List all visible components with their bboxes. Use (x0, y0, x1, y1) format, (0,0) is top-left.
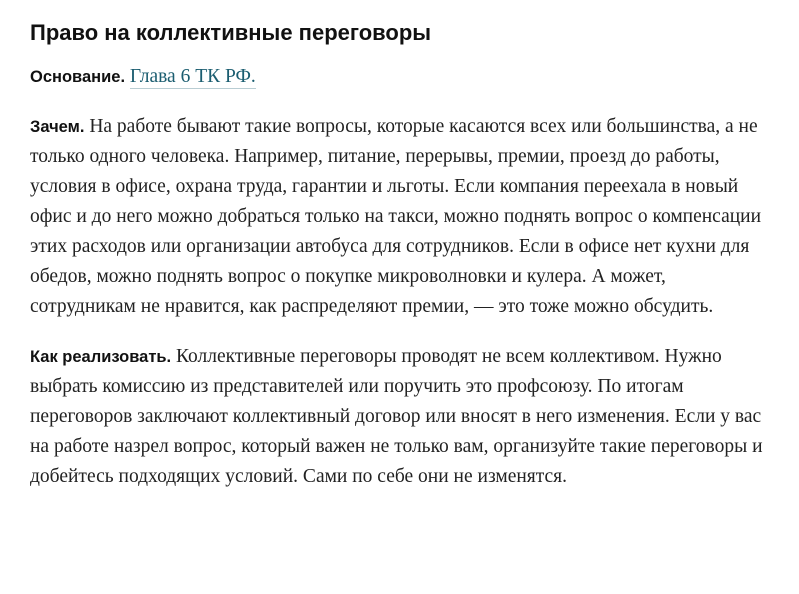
why-text: На работе бывают такие вопросы, которые касаются всех или большинства, а не только одного человека. Например, питание, перерывы, премии, проезд до работы, условия в офисе, охрана труда, гарантии и льготы. Если компания переехала в новый офис и до него можно добраться только на такси, можно поднять вопрос о компенсации этих расходов или организации автобуса для сотрудников. Если в офисе нет кухни для обедов, можно поднять вопрос о покупке микроволновки и кулера. А может, сотрудникам не нравится, как распределяют премии, — это тоже можно обсудить. (30, 116, 762, 317)
why-paragraph (30, 112, 775, 322)
how-label: Как реализовать. (30, 348, 172, 366)
how-paragraph (30, 342, 775, 492)
article-section (30, 18, 775, 492)
section-title: Право на коллективные переговоры (30, 20, 432, 45)
why-label: Зачем. (30, 118, 85, 136)
labor-code-link[interactable]: Глава 6 ТК РФ. (129, 66, 256, 87)
basis-paragraph (30, 62, 775, 92)
basis-label: Основание. (30, 68, 126, 86)
how-text: Коллективные переговоры проводят не всем коллективом. Нужно выбрать комиссию из представителей или поручить это профсоюзу. По итогам переговоров заключают коллективный договор или вносят в него изменения. Если у вас на работе назрел вопрос, который важен не только вам, организуйте такие переговоры и добейтесь подходящих условий. Сами по себе они не изменятся. (30, 346, 763, 487)
